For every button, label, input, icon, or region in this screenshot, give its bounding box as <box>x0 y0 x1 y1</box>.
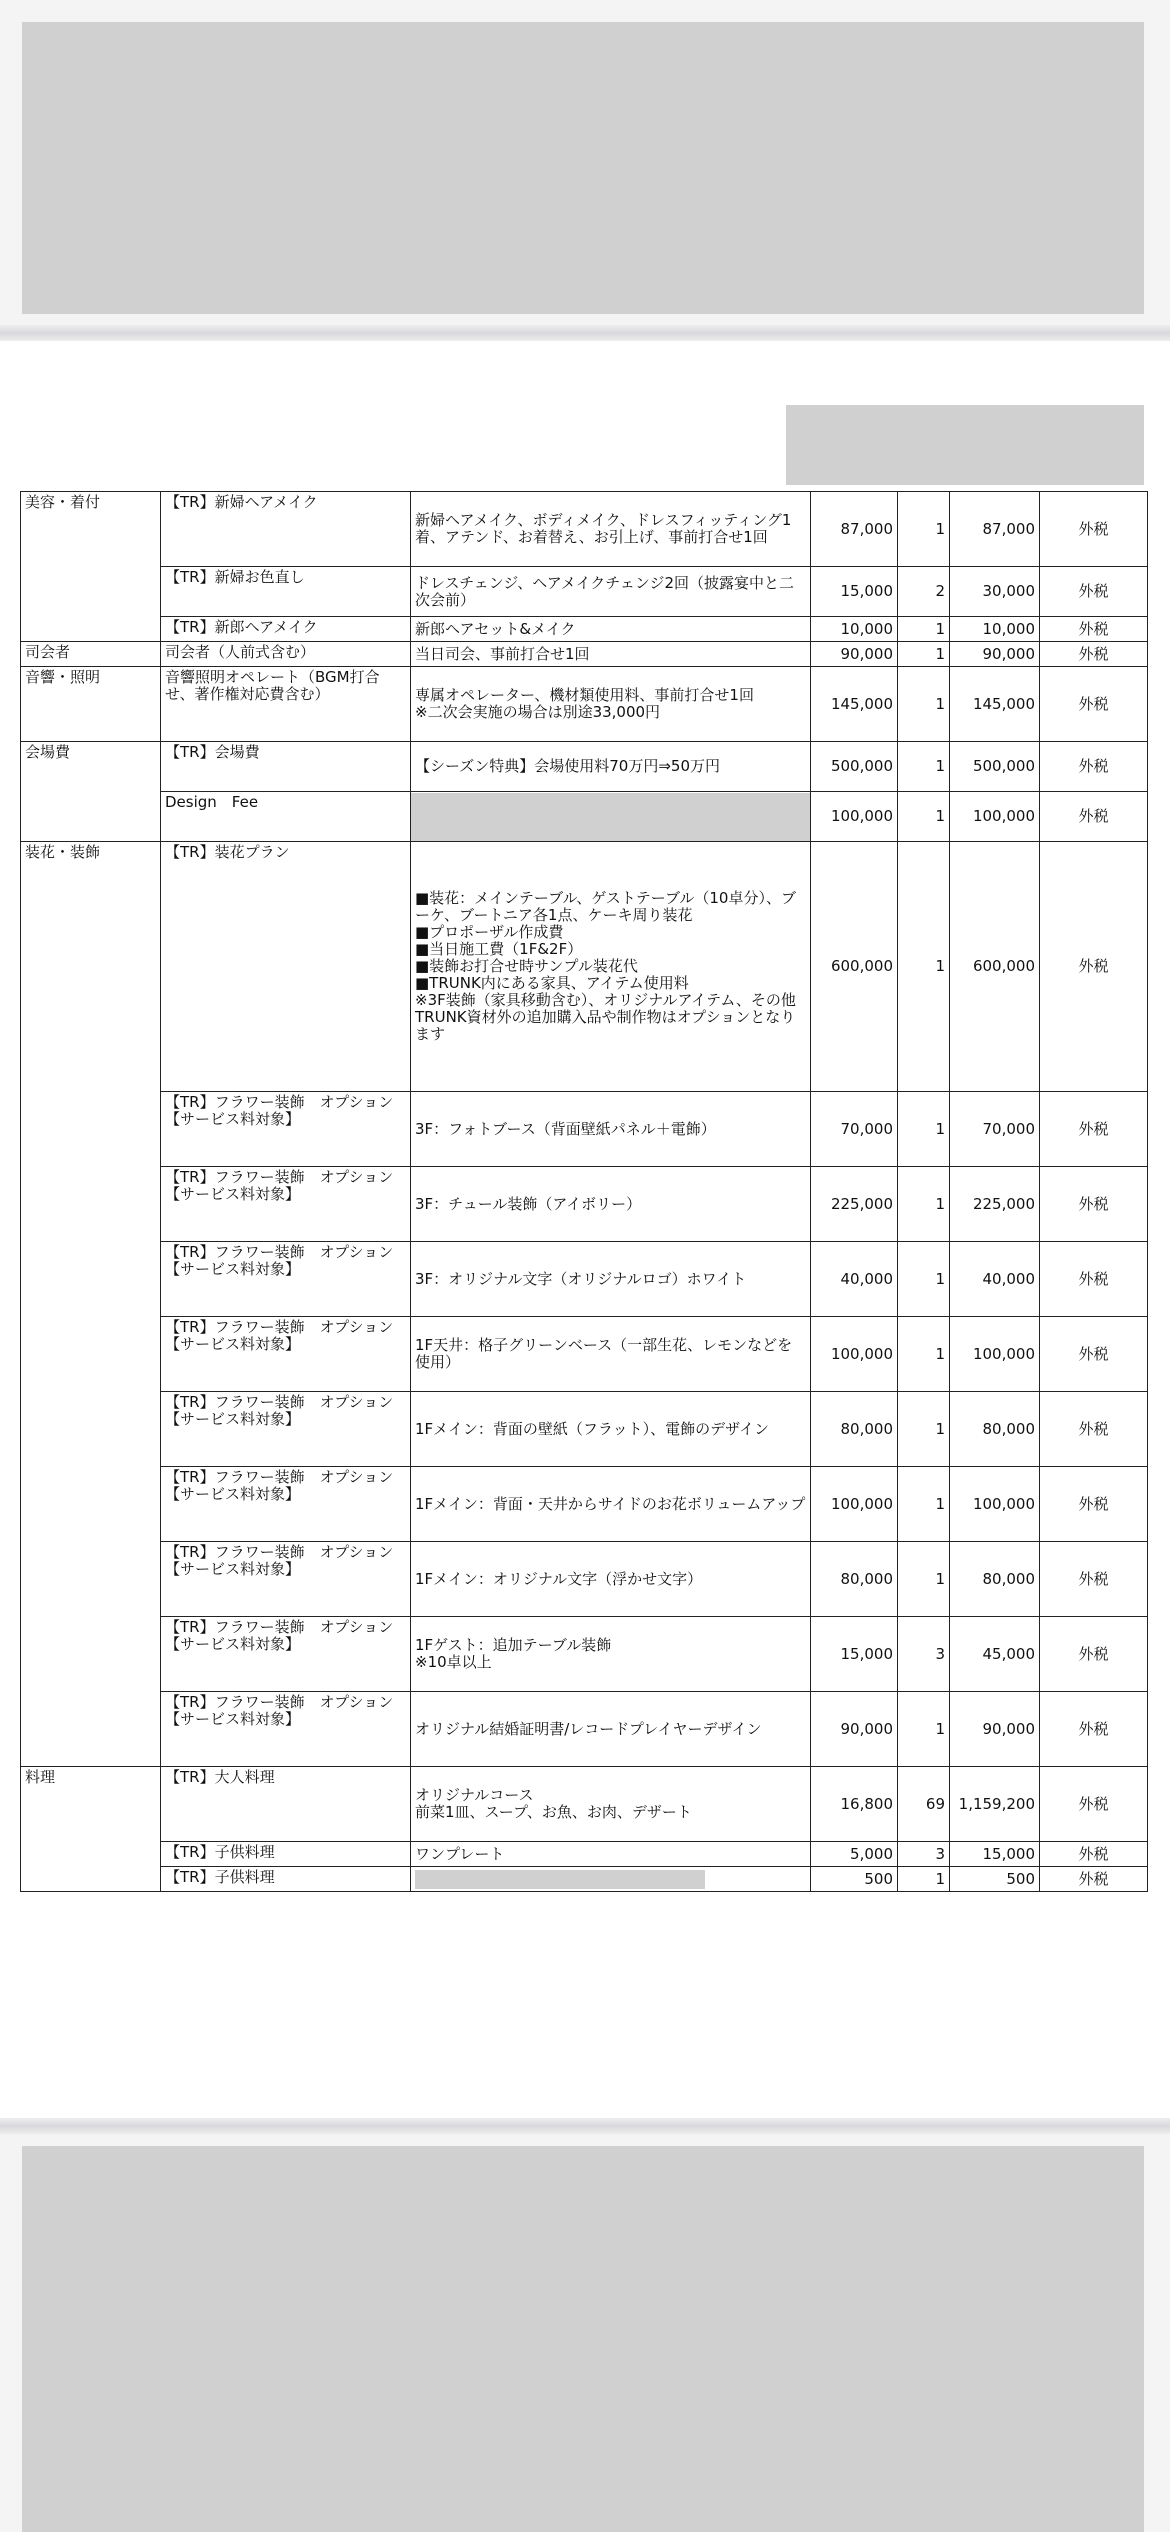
item-name-cell: 【TR】子供料理 <box>161 1867 411 1892</box>
redacted-description <box>411 793 810 841</box>
unit-price-cell: 600,000 <box>811 842 898 1092</box>
unit-price-cell: 225,000 <box>811 1167 898 1242</box>
unit-price-cell: 5,000 <box>811 1842 898 1867</box>
quantity-cell: 1 <box>898 642 950 667</box>
amount-cell: 87,000 <box>950 492 1040 567</box>
tax-type-cell: 外税 <box>1040 1867 1148 1892</box>
item-name-cell: 司会者（人前式含む） <box>161 642 411 667</box>
amount-cell: 80,000 <box>950 1542 1040 1617</box>
description-cell: オリジナル結婚証明書/レコードプレイヤーデザイン <box>411 1692 811 1767</box>
amount-cell: 10,000 <box>950 617 1040 642</box>
quantity-cell: 1 <box>898 1092 950 1167</box>
quantity-cell: 1 <box>898 1392 950 1467</box>
description-cell: 当日司会、事前打合せ1回 <box>411 642 811 667</box>
unit-price-cell: 15,000 <box>811 567 898 617</box>
quantity-cell: 2 <box>898 567 950 617</box>
item-name-cell: 【TR】会場費 <box>161 742 411 792</box>
quantity-cell: 3 <box>898 1617 950 1692</box>
amount-cell: 100,000 <box>950 792 1040 842</box>
item-name-cell: 【TR】フラワー装飾 オプション【サービス料対象】 <box>161 1392 411 1467</box>
category-cell: 料理 <box>21 1767 161 1892</box>
redacted-header-block <box>22 22 1144 314</box>
amount-cell: 30,000 <box>950 567 1040 617</box>
category-cell: 音響・照明 <box>21 667 161 742</box>
redacted-description <box>415 1870 705 1889</box>
tax-type-cell: 外税 <box>1040 492 1148 567</box>
amount-cell: 100,000 <box>950 1317 1040 1392</box>
quantity-cell: 3 <box>898 1842 950 1867</box>
quantity-cell: 69 <box>898 1767 950 1842</box>
table-row <box>21 1842 1148 1867</box>
amount-cell: 500 <box>950 1867 1040 1892</box>
description-cell: 1F天井：格子グリーンベース（一部生花、レモンなどを使用） <box>411 1317 811 1392</box>
unit-price-cell: 100,000 <box>811 792 898 842</box>
amount-cell: 70,000 <box>950 1092 1040 1167</box>
description-cell: 1Fゲスト：追加テーブル装飾 ※10卓以上 <box>411 1617 811 1692</box>
tax-type-cell: 外税 <box>1040 642 1148 667</box>
amount-cell: 40,000 <box>950 1242 1040 1317</box>
category-cell: 司会者 <box>21 642 161 667</box>
quantity-cell: 1 <box>898 792 950 842</box>
quantity-cell: 1 <box>898 1542 950 1617</box>
tax-type-cell: 外税 <box>1040 1317 1148 1392</box>
amount-cell: 145,000 <box>950 667 1040 742</box>
table-row <box>21 1092 1148 1167</box>
description-cell: ■装花：メインテーブル、ゲストテーブル（10卓分）、ブーケ、ブートニア各1点、ケーキ周り装花 ■プロポーザル作成費 ■当日施工費（1F&2F） ■装飾お打合せ時サンプル装花代 ■TRUNK内にある家具、アイテム使用料 ※3F装飾（家具移動含む）、オリジナルアイテム、その他TRUNK資材外の追加購入品や制作物はオプションとなります <box>411 842 811 1092</box>
quantity-cell: 1 <box>898 842 950 1092</box>
unit-price-cell: 16,800 <box>811 1767 898 1842</box>
table-row <box>21 1242 1148 1317</box>
item-name-cell: 音響照明オペレート（BGM打合せ、著作権対応費含む） <box>161 667 411 742</box>
quantity-cell: 1 <box>898 1867 950 1892</box>
amount-cell: 45,000 <box>950 1617 1040 1692</box>
description-cell: 新婦ヘアメイク、ボディメイク、ドレスフィッティング1着、アテンド、お着替え、お引上げ、事前打合せ1回 <box>411 492 811 567</box>
item-name-cell: 【TR】装花プラン <box>161 842 411 1092</box>
tax-type-cell: 外税 <box>1040 567 1148 617</box>
item-name-cell: 【TR】フラワー装飾 オプション【サービス料対象】 <box>161 1617 411 1692</box>
amount-cell: 100,000 <box>950 1467 1040 1542</box>
tax-type-cell: 外税 <box>1040 1467 1148 1542</box>
description-cell: 3F：チュール装飾（アイボリー） <box>411 1167 811 1242</box>
unit-price-cell: 100,000 <box>811 1317 898 1392</box>
tax-type-cell: 外税 <box>1040 1842 1148 1867</box>
item-name-cell: 【TR】大人料理 <box>161 1767 411 1842</box>
quantity-cell: 1 <box>898 1467 950 1542</box>
description-cell: 【シーズン特典】会場使用料70万円⇒50万円 <box>411 742 811 792</box>
unit-price-cell: 40,000 <box>811 1242 898 1317</box>
table-row <box>21 642 1148 667</box>
table-row <box>21 842 1148 1092</box>
quantity-cell: 1 <box>898 1167 950 1242</box>
table-row <box>21 1542 1148 1617</box>
category-cell: 会場費 <box>21 742 161 842</box>
quantity-cell: 1 <box>898 617 950 642</box>
item-name-cell: 【TR】新婦お色直し <box>161 567 411 617</box>
item-name-cell: 【TR】フラワー装飾 オプション【サービス料対象】 <box>161 1467 411 1542</box>
unit-price-cell: 80,000 <box>811 1392 898 1467</box>
description-cell: 専属オペレーター、機材類使用料、事前打合せ1回 ※二次会実施の場合は別途33,000円 <box>411 667 811 742</box>
unit-price-cell: 87,000 <box>811 492 898 567</box>
tax-type-cell: 外税 <box>1040 842 1148 1092</box>
table-row <box>21 1392 1148 1467</box>
unit-price-cell: 145,000 <box>811 667 898 742</box>
table-row <box>21 742 1148 792</box>
tax-type-cell: 外税 <box>1040 667 1148 742</box>
unit-price-cell: 500 <box>811 1867 898 1892</box>
tax-type-cell: 外税 <box>1040 1542 1148 1617</box>
item-name-cell: 【TR】フラワー装飾 オプション【サービス料対象】 <box>161 1542 411 1617</box>
table-row <box>21 792 1148 842</box>
description-cell: 1Fメイン：オリジナル文字（浮かせ文字） <box>411 1542 811 1617</box>
quantity-cell: 1 <box>898 667 950 742</box>
tax-type-cell: 外税 <box>1040 792 1148 842</box>
amount-cell: 1,159,200 <box>950 1767 1040 1842</box>
item-name-cell: Design Fee <box>161 792 411 842</box>
tax-type-cell: 外税 <box>1040 1167 1148 1242</box>
tax-type-cell: 外税 <box>1040 1242 1148 1317</box>
amount-cell: 600,000 <box>950 842 1040 1092</box>
description-cell: 1Fメイン：背面・天井からサイドのお花ボリュームアップ <box>411 1467 811 1542</box>
item-name-cell: 【TR】子供料理 <box>161 1842 411 1867</box>
category-cell: 装花・装飾 <box>21 842 161 1767</box>
item-name-cell: 【TR】フラワー装飾 オプション【サービス料対象】 <box>161 1092 411 1167</box>
redacted-footer-block <box>22 2146 1144 2532</box>
table-row <box>21 617 1148 642</box>
quantity-cell: 1 <box>898 1317 950 1392</box>
unit-price-cell: 15,000 <box>811 1617 898 1692</box>
page-separator <box>0 2118 1170 2134</box>
tax-type-cell: 外税 <box>1040 742 1148 792</box>
category-cell: 美容・着付 <box>21 492 161 642</box>
unit-price-cell: 500,000 <box>811 742 898 792</box>
unit-price-cell: 80,000 <box>811 1542 898 1617</box>
amount-cell: 15,000 <box>950 1842 1040 1867</box>
table-row <box>21 667 1148 742</box>
page-separator <box>0 325 1170 341</box>
table-row <box>21 1617 1148 1692</box>
amount-cell: 90,000 <box>950 642 1040 667</box>
tax-type-cell: 外税 <box>1040 1692 1148 1767</box>
quantity-cell: 1 <box>898 1692 950 1767</box>
table-row <box>21 1167 1148 1242</box>
quantity-cell: 1 <box>898 1242 950 1317</box>
description-cell: 1Fメイン：背面の壁紙（フラット）、電飾のデザイン <box>411 1392 811 1467</box>
item-name-cell: 【TR】フラワー装飾 オプション【サービス料対象】 <box>161 1167 411 1242</box>
estimate-table <box>20 491 1148 1892</box>
table-row <box>21 1317 1148 1392</box>
description-cell: オリジナルコース 前菜1皿、スープ、お魚、お肉、デザート <box>411 1767 811 1842</box>
item-name-cell: 【TR】新婦ヘアメイク <box>161 492 411 567</box>
unit-price-cell: 100,000 <box>811 1467 898 1542</box>
tax-type-cell: 外税 <box>1040 1767 1148 1842</box>
amount-cell: 225,000 <box>950 1167 1040 1242</box>
table-row <box>21 492 1148 567</box>
description-cell <box>411 1867 811 1892</box>
unit-price-cell: 90,000 <box>811 1692 898 1767</box>
tax-type-cell: 外税 <box>1040 617 1148 642</box>
redacted-title-block <box>786 405 1144 485</box>
tax-type-cell: 外税 <box>1040 1092 1148 1167</box>
unit-price-cell: 10,000 <box>811 617 898 642</box>
amount-cell: 80,000 <box>950 1392 1040 1467</box>
tax-type-cell: 外税 <box>1040 1392 1148 1467</box>
amount-cell: 90,000 <box>950 1692 1040 1767</box>
description-cell: ワンプレート <box>411 1842 811 1867</box>
table-row <box>21 1692 1148 1767</box>
description-cell: 3F：オリジナル文字（オリジナルロゴ）ホワイト <box>411 1242 811 1317</box>
quantity-cell: 1 <box>898 492 950 567</box>
table-row <box>21 567 1148 617</box>
table-row <box>21 1467 1148 1542</box>
item-name-cell: 【TR】フラワー装飾 オプション【サービス料対象】 <box>161 1692 411 1767</box>
table-row <box>21 1767 1148 1842</box>
description-cell: ドレスチェンジ、ヘアメイクチェンジ2回（披露宴中と二次会前） <box>411 567 811 617</box>
item-name-cell: 【TR】フラワー装飾 オプション【サービス料対象】 <box>161 1317 411 1392</box>
table-row <box>21 1867 1148 1892</box>
description-cell: 3F：フォトブース（背面壁紙パネル＋電飾） <box>411 1092 811 1167</box>
unit-price-cell: 90,000 <box>811 642 898 667</box>
item-name-cell: 【TR】フラワー装飾 オプション【サービス料対象】 <box>161 1242 411 1317</box>
item-name-cell: 【TR】新郎ヘアメイク <box>161 617 411 642</box>
tax-type-cell: 外税 <box>1040 1617 1148 1692</box>
quantity-cell: 1 <box>898 742 950 792</box>
description-cell: 新郎ヘアセット&メイク <box>411 617 811 642</box>
unit-price-cell: 70,000 <box>811 1092 898 1167</box>
description-cell <box>411 792 811 842</box>
amount-cell: 500,000 <box>950 742 1040 792</box>
